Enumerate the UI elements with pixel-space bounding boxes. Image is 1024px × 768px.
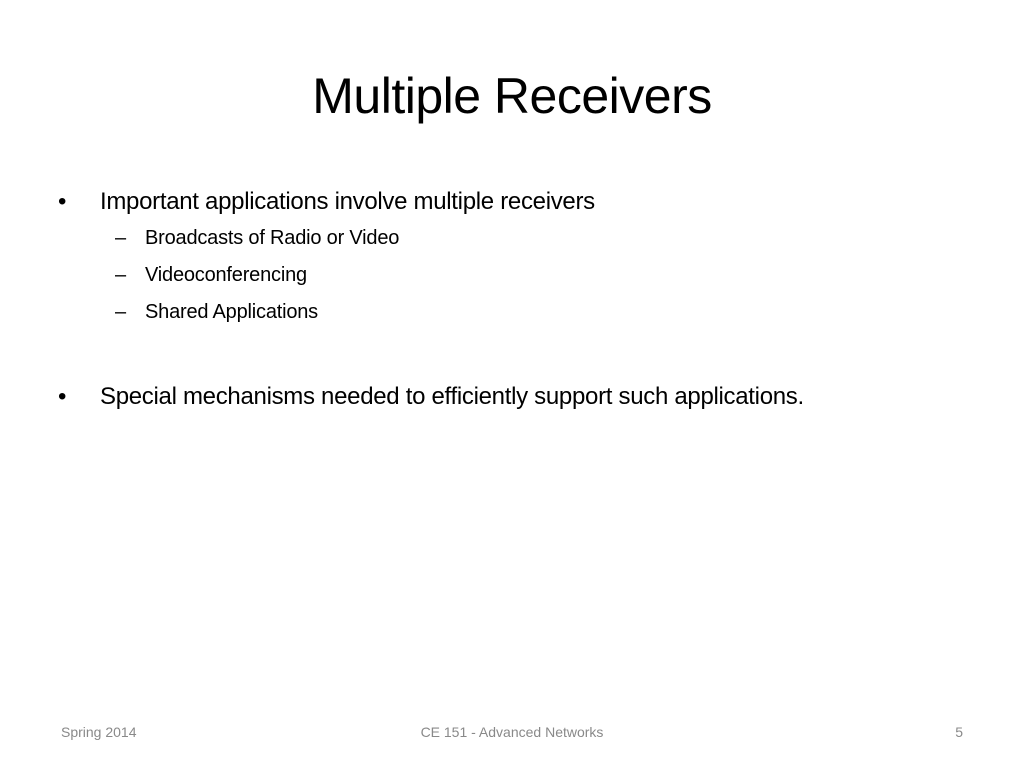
bullet-text: Important applications involve multiple receivers	[100, 188, 595, 215]
bullet-marker: •	[58, 188, 67, 215]
footer-course: CE 151 - Advanced Networks	[420, 724, 604, 740]
sub-bullet-text: Shared Applications	[145, 301, 318, 323]
sub-bullet-marker: –	[115, 301, 127, 323]
slide-number: 5	[955, 724, 963, 740]
sub-bullet-text: Videoconferencing	[145, 264, 307, 286]
bullet-marker: •	[58, 383, 67, 410]
bullet-item	[58, 184, 978, 220]
slide-body	[58, 184, 978, 415]
bullet-text: Special mechanisms needed to efficiently support such applications.	[100, 383, 804, 410]
sub-bullet-item	[58, 294, 978, 331]
slide-title: Multiple Receivers	[312, 68, 712, 124]
sub-bullet-item	[58, 257, 978, 294]
sub-bullet-item	[58, 220, 978, 257]
bullet-item	[58, 379, 978, 415]
sub-bullet-text: Broadcasts of Radio or Video	[145, 227, 400, 249]
spacer	[58, 331, 978, 379]
sub-bullet-marker: –	[115, 264, 127, 286]
sub-bullet-marker: –	[115, 227, 127, 249]
footer-date: Spring 2014	[61, 724, 137, 740]
